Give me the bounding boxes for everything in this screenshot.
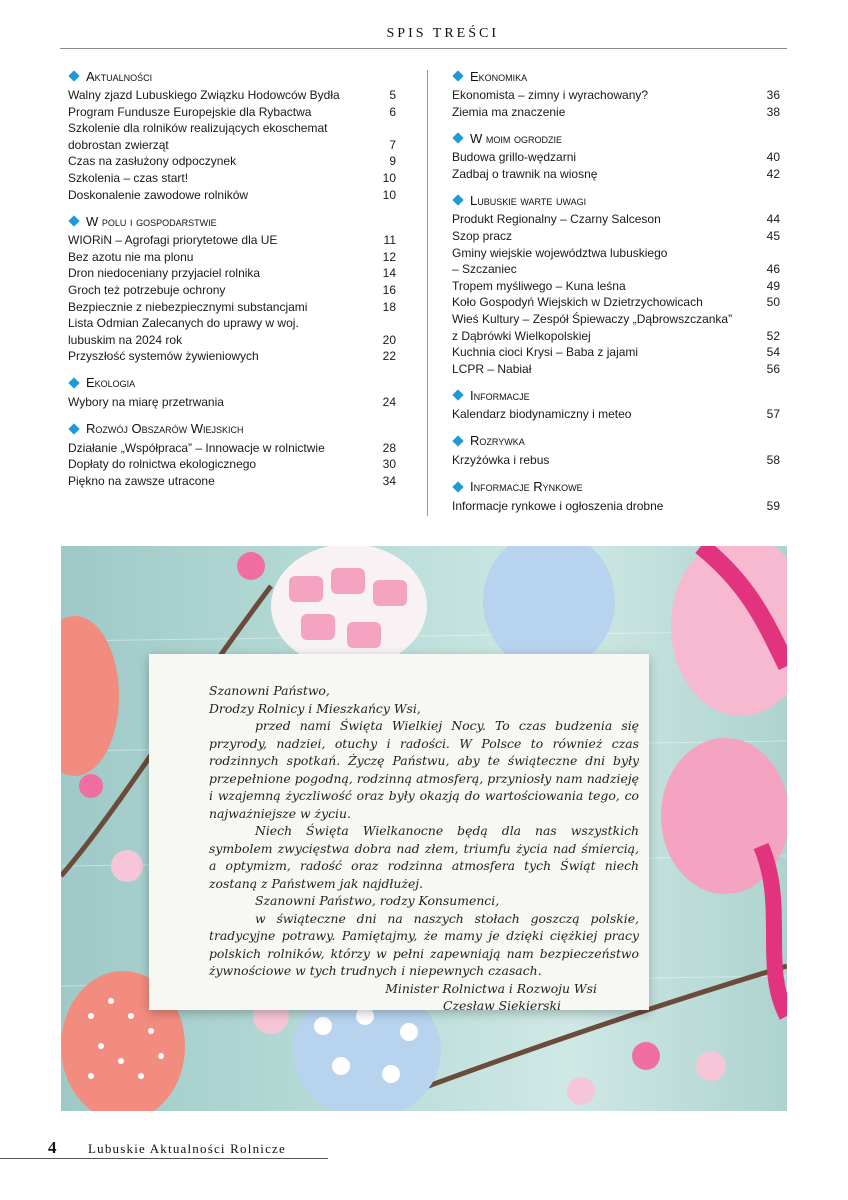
easter-letter (209, 682, 639, 1015)
toc-entry-page: 10 (382, 170, 396, 185)
toc-section (68, 66, 396, 203)
toc-entry-title: WIORiN – Agrofagi priorytetowe dla UE (68, 233, 278, 248)
toc-entry-page: 7 (389, 137, 396, 152)
toc-entry-title: Program Fundusze Europejskie dla Rybactwa (68, 104, 312, 119)
toc-entry-page: 11 (383, 233, 396, 248)
toc-entry-title: Gminy wiejskie województwa lubuskiego – Szczaniec (452, 245, 668, 277)
toc-section (452, 190, 780, 377)
diamond-bullet-icon (68, 377, 79, 388)
letter-paragraph-2: Niech Święta Wielkanocne będą dla nas wszystkich symbolem zwycięstwa dobra nad złem, triumfu życia nad śmiercią, a optymizm, radość oraz rodzinna atmosfera tych Świąt niech zostaną z Państwem jak najdłużej. (209, 823, 639, 891)
toc-entry-page: 57 (766, 407, 780, 422)
toc-entry[interactable] (68, 473, 396, 490)
toc-left-column (68, 66, 396, 497)
toc-entry-page: 42 (766, 166, 780, 181)
toc-entry[interactable] (452, 344, 780, 361)
toc-entry[interactable] (68, 170, 396, 187)
toc-entry[interactable] (452, 245, 780, 278)
toc-entry-page: 54 (766, 345, 780, 360)
toc-entry-page: 30 (382, 457, 396, 472)
toc-entry-page: 59 (766, 498, 780, 513)
toc-entry[interactable] (452, 294, 780, 311)
toc-section-heading (452, 477, 780, 497)
toc-entry-title: Bezpiecznie z niebezpiecznymi substancjami (68, 299, 308, 314)
toc-entry[interactable] (68, 299, 396, 316)
toc-entry[interactable] (68, 394, 396, 411)
toc-section (452, 431, 780, 469)
toc-section-title: Informacje Rynkowe (470, 479, 583, 494)
toc-entry-page: 46 (766, 262, 780, 277)
toc-entry-page: 44 (766, 212, 780, 227)
toc-entry-page: 6 (389, 104, 396, 119)
toc-entry-title: Przyszłość systemów żywieniowych (68, 349, 259, 364)
letter-paragraph-1: przed nami Święta Wielkiej Nocy. To czas budzenia się przyrody, nadziei, otuchy i radości. W Polsce to również czas rodzinnych spotkań. Życzę Państwu, aby te świąteczne dni były przepełnione pogodną, rodzinną atmosferą, przyniosły nam nadzieję i wzajemną życzliwość oraz były okazją do wartościowania tego, co najważniejsze w życiu. (209, 718, 639, 821)
toc-entry[interactable] (68, 187, 396, 204)
letter-salutation-3: Szanowni Państwo, rodzy Konsumenci, (255, 893, 500, 908)
diamond-bullet-icon (452, 133, 463, 144)
diamond-bullet-icon (68, 215, 79, 226)
toc-entry[interactable] (68, 348, 396, 365)
toc-section (452, 385, 780, 423)
toc-section-title: Ekonomika (470, 68, 528, 84)
toc-entry[interactable] (452, 406, 780, 423)
toc-entry[interactable] (452, 87, 780, 104)
toc-entry[interactable] (452, 228, 780, 245)
diamond-bullet-icon (452, 390, 463, 401)
toc-entry-title: Produkt Regionalny – Czarny Salceson (452, 212, 661, 227)
toc-entry-title: Szkolenie dla rolników realizujących ekoschemat dobrostan zwierząt (68, 121, 328, 152)
toc-entry[interactable] (68, 120, 396, 153)
diamond-bullet-icon (452, 70, 463, 81)
toc-section (452, 66, 780, 120)
easter-photo (61, 546, 787, 1111)
toc-entry-title: Groch też potrzebuje ochrony (68, 282, 226, 297)
toc-entry-page: 50 (766, 295, 780, 310)
toc-section-heading (68, 66, 396, 86)
toc-entry-page: 5 (389, 88, 396, 102)
page-footer (0, 1138, 330, 1164)
toc-entry-page: 12 (382, 249, 396, 264)
toc-entry-title: Dopłaty do rolnictwa ekologicznego (68, 457, 257, 472)
toc-section-title: Rozwój Obszarów Wiejskich (86, 421, 244, 436)
toc-section-heading (452, 66, 780, 86)
letter-signature-title: Minister Rolnictwa i Rozwoju Wsi (385, 980, 597, 996)
toc-section-heading (452, 128, 780, 148)
letter-signature-name: Czesław Siekierski (443, 998, 561, 1013)
diamond-bullet-icon (452, 481, 463, 492)
toc-entry[interactable] (68, 87, 396, 104)
toc-entry-title: Czas na zasłużony odpoczynek (68, 154, 237, 169)
toc-entry[interactable] (68, 456, 396, 473)
toc-entry-title: Szop pracz (452, 228, 513, 243)
toc-entry-title: Działanie „Współpraca” – Innowacje w rolnictwie (68, 440, 325, 455)
toc-section-heading (68, 419, 396, 439)
toc-entry[interactable] (68, 232, 396, 249)
column-divider (427, 70, 428, 516)
toc-entry-title: Informacje rynkowe i ogłoszenia drobne (452, 498, 664, 513)
toc-section-heading (68, 211, 396, 231)
toc-entry-page: 38 (766, 104, 780, 119)
toc-entry-page: 20 (382, 332, 396, 347)
toc-entry-page: 9 (389, 154, 396, 169)
toc-section-title: Informacje (470, 387, 530, 403)
toc-entry-title: Wieś Kultury – Zespół Śpiewaczy „Dąbrowszczanka” z Dąbrówki Wielkopolskiej (452, 311, 733, 343)
toc-section-title: Rozrywka (470, 433, 525, 449)
toc-entry-title: Bez azotu nie ma plonu (68, 249, 194, 264)
toc-entry-title: Ziemia ma znaczenie (452, 104, 566, 119)
toc-entry-page: 10 (382, 187, 396, 202)
toc-section (68, 211, 396, 365)
letter-salutation-1: Szanowni Państwo, (209, 683, 330, 698)
page-number: 4 (48, 1138, 57, 1157)
toc-entry[interactable] (68, 315, 396, 348)
toc-entry-title: Kuchnia cioci Krysi – Baba z jajami (452, 345, 639, 360)
toc-entry-page: 45 (766, 228, 780, 243)
toc-entry-title: Koło Gospodyń Wiejskich w Dzietrzychowicach (452, 295, 703, 310)
toc-entry[interactable] (452, 498, 780, 515)
toc-entry-title: Zadbaj o trawnik na wiosnę (452, 166, 598, 181)
toc-entry-page: 52 (766, 328, 780, 343)
page-header (60, 22, 787, 49)
letter-paragraph-3: w świąteczne dni na naszych stołach goszczą polskie, tradycyjne potrawy. Pamiętajmy, że mamy je dzięki ciężkiej pracy polskich rolników, którzy w pełni zapewniają nam bezpieczeństwo żywnościowe w tych trudnych i niepewnych czasach. (209, 910, 639, 978)
toc-entry-page: 18 (382, 299, 396, 314)
toc-entry-title: Walny zjazd Lubuskiego Związku Hodowców Bydła (68, 88, 340, 102)
toc-entry-title: LCPR – Nabiał (452, 361, 532, 376)
diamond-bullet-icon (452, 195, 463, 206)
toc-entry-title: Doskonalenie zawodowe rolników (68, 187, 249, 202)
toc-entry-page: 58 (766, 452, 780, 467)
toc-section-title: W moim ogrodzie (470, 130, 562, 146)
toc-entry[interactable] (452, 211, 780, 228)
toc-section-title: Ekologia (86, 375, 136, 391)
letter-salutation-2: Drodzy Rolnicy i Mieszkańcy Wsi, (209, 700, 421, 716)
toc-entry[interactable] (452, 149, 780, 166)
toc-section-title: W polu i gospodarstwie (86, 213, 217, 229)
toc-section-heading (452, 190, 780, 210)
page-title: SPIS TREŚCI (386, 26, 499, 41)
toc-section (68, 419, 396, 490)
toc-section (452, 477, 780, 515)
toc-section-title: Lubuskie warte uwagi (470, 192, 587, 208)
toc-entry[interactable] (68, 265, 396, 282)
toc-entry-page: 28 (382, 440, 396, 455)
toc-entry-page: 36 (766, 88, 780, 102)
toc-entry[interactable] (68, 440, 396, 457)
publication-name: Lubuskie Aktualności Rolnicze (88, 1141, 286, 1156)
diamond-bullet-icon (68, 423, 79, 434)
toc-entry[interactable] (68, 104, 396, 121)
toc-entry-title: Dron niedoceniany przyjaciel rolnika (68, 266, 261, 281)
toc-entry-page: 14 (382, 266, 396, 281)
toc-entry-title: Tropem myśliwego – Kuna leśna (452, 278, 626, 293)
toc-entry-title: Piękno na zawsze utracone (68, 473, 215, 488)
toc-right-column (452, 66, 780, 522)
toc-entry-page: 22 (382, 349, 396, 364)
toc-entry[interactable] (452, 166, 780, 183)
toc-entry[interactable] (452, 104, 780, 121)
toc-section (452, 128, 780, 182)
toc-entry-page: 16 (382, 282, 396, 297)
toc-entry[interactable] (68, 282, 396, 299)
toc-entry-title: Budowa grillo-wędzarni (452, 150, 577, 165)
toc-section-heading (68, 373, 396, 393)
toc-entry-page: 40 (766, 150, 780, 165)
toc-entry-page: 34 (382, 473, 396, 488)
toc-section-title: Aktualności (86, 68, 153, 84)
easter-letter-card (149, 654, 649, 1013)
toc-entry-title: Krzyżówka i rebus (452, 452, 550, 467)
toc-entry-title: Lista Odmian Zalecanych do uprawy w woj. lubuskim na 2024 rok (68, 316, 299, 347)
diamond-bullet-icon (452, 435, 463, 446)
toc-section-heading (452, 385, 780, 405)
toc-entry[interactable] (68, 249, 396, 266)
diamond-bullet-icon (68, 70, 79, 81)
toc-entry-title: Wybory na miarę przetrwania (68, 394, 224, 409)
toc-entry-page: 49 (766, 278, 780, 293)
toc-entry[interactable] (452, 361, 780, 378)
toc-entry[interactable] (452, 452, 780, 469)
toc-entry-title: Ekonomista – zimny i wyrachowany? (452, 88, 649, 102)
toc-entry[interactable] (452, 278, 780, 295)
toc-entry-page: 56 (766, 361, 780, 376)
toc-entry-title: Kalendarz biodynamiczny i meteo (452, 407, 632, 422)
toc-entry-page: 24 (382, 394, 396, 409)
toc-entry[interactable] (452, 311, 780, 344)
toc-section (68, 373, 396, 411)
toc-entry[interactable] (68, 153, 396, 170)
toc-entry-title: Szkolenia – czas start! (68, 170, 189, 185)
footer-divider (0, 1158, 328, 1159)
toc-section-heading (452, 431, 780, 451)
